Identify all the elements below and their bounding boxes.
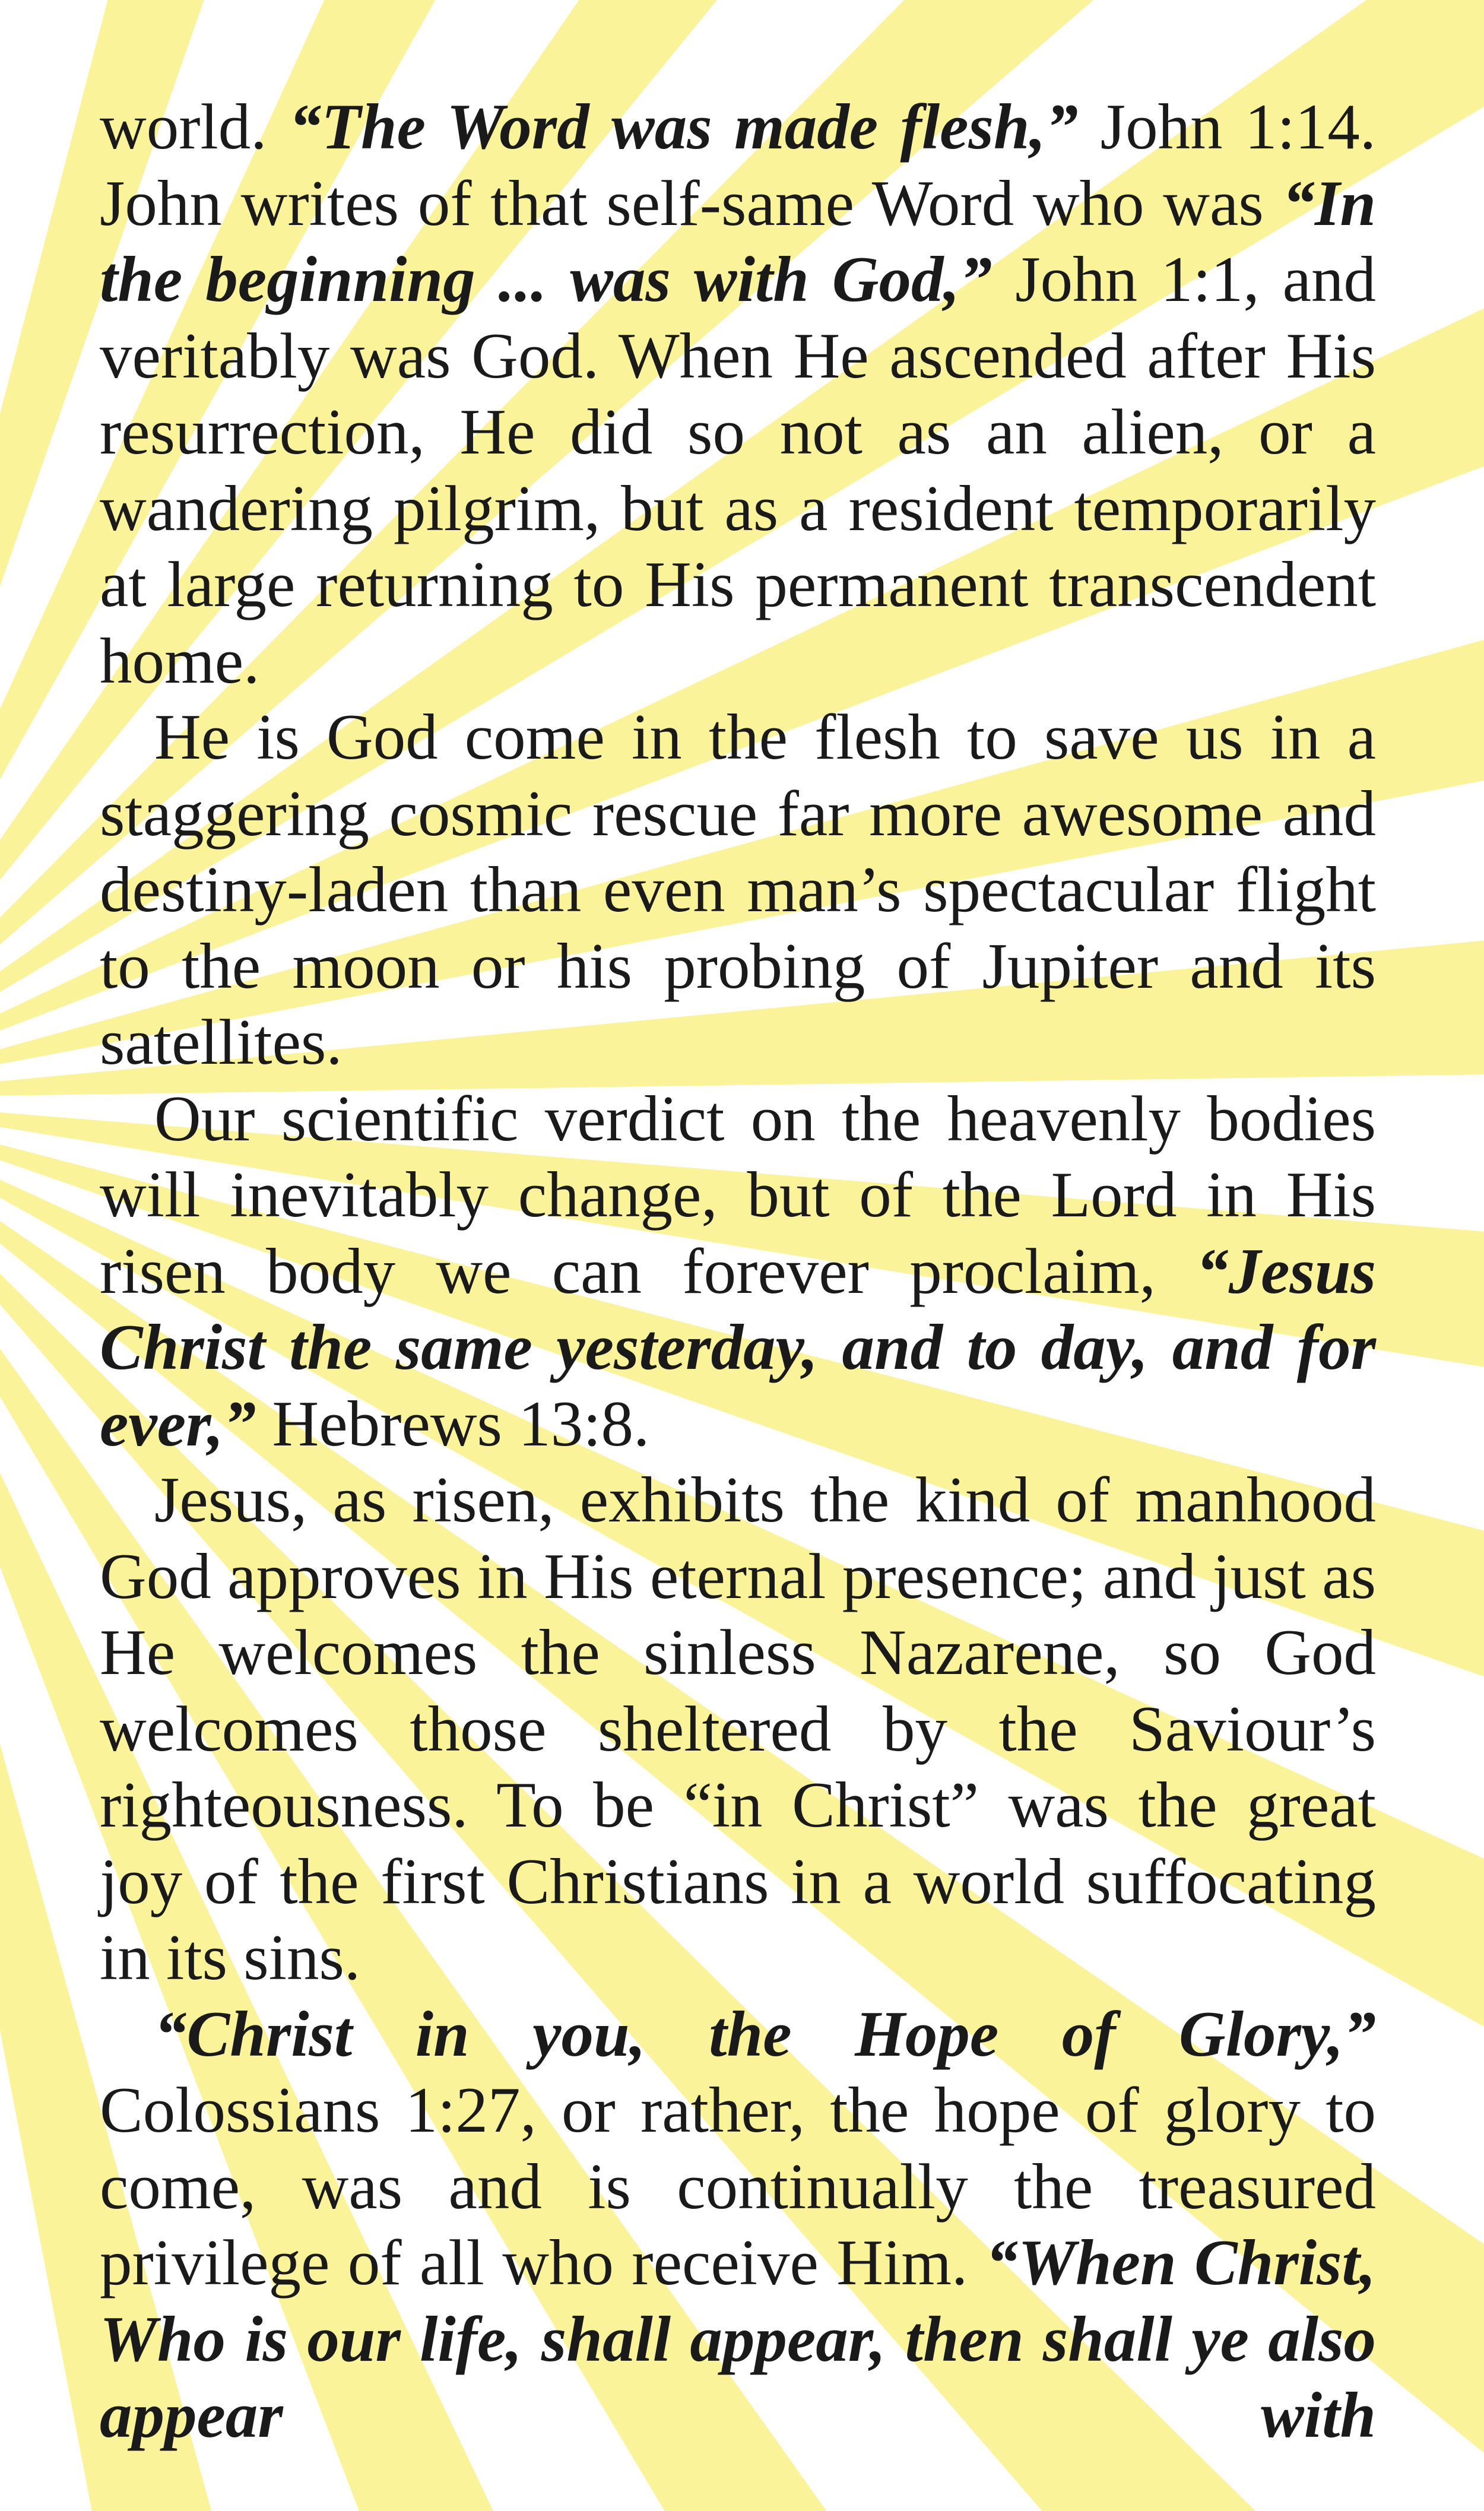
paragraph-4 — [100, 1462, 1376, 1996]
text-run: world. — [100, 91, 289, 163]
scripture-quote: “The Word was made flesh,” — [288, 91, 1079, 163]
text-run: John 1:1, and veritably was God. When He ascended after His resurrection, He did so not as an alien, or a wandering pilgrim, but as a resident temporarily at large returning to His permanent transcendent home. — [100, 243, 1376, 697]
scripture-quote: “When Christ, Who is our life, shall appear, then shall ye also appear with — [100, 2227, 1376, 2451]
paragraph-5 — [100, 1996, 1376, 2454]
text-run: John 1:14. John writes of that self-same Word who was — [100, 91, 1376, 239]
body-text — [100, 89, 1376, 2454]
text-run: Our scientific verdict on the heavenly bodies will inevitably change, but of the Lord in His risen body we can forever proclaim, — [100, 1082, 1376, 1307]
text-run: Colossians 1:27, or rather, the hope of glory to come, was and is continually the treasured privilege of all who receive Him. — [100, 2074, 1376, 2298]
text-run: Hebrews 13:8. — [256, 1387, 650, 1460]
paragraph-1 — [100, 89, 1376, 699]
scripture-quote: “In the beginning ... was with God,” — [100, 167, 1376, 315]
text-run: Jesus, as risen, exhibits the kind of manhood God approves in His eternal presence; and just as He welcomes the sinless Nazarene, so God welcomes those sheltered by the Saviour’s righteousness. To be “in Christ” was the great joy of the first Christians in a world suffocating in its sins. — [100, 1464, 1376, 1993]
paragraph-3 — [100, 1081, 1376, 1463]
text-run: He is God come in the flesh to save us in a staggering cosmic rescue far more awesome and destiny-laden than even man’s spectacular flight to the moon or his probing of Jupiter and its satellites. — [100, 701, 1376, 1078]
paragraph-2 — [100, 699, 1376, 1081]
scripture-quote: “Christ in you, the Hope of Glory,” — [154, 1998, 1376, 2070]
scripture-quote: “Jesus Christ the same yesterday, and to day, and for ever,” — [100, 1235, 1376, 1460]
